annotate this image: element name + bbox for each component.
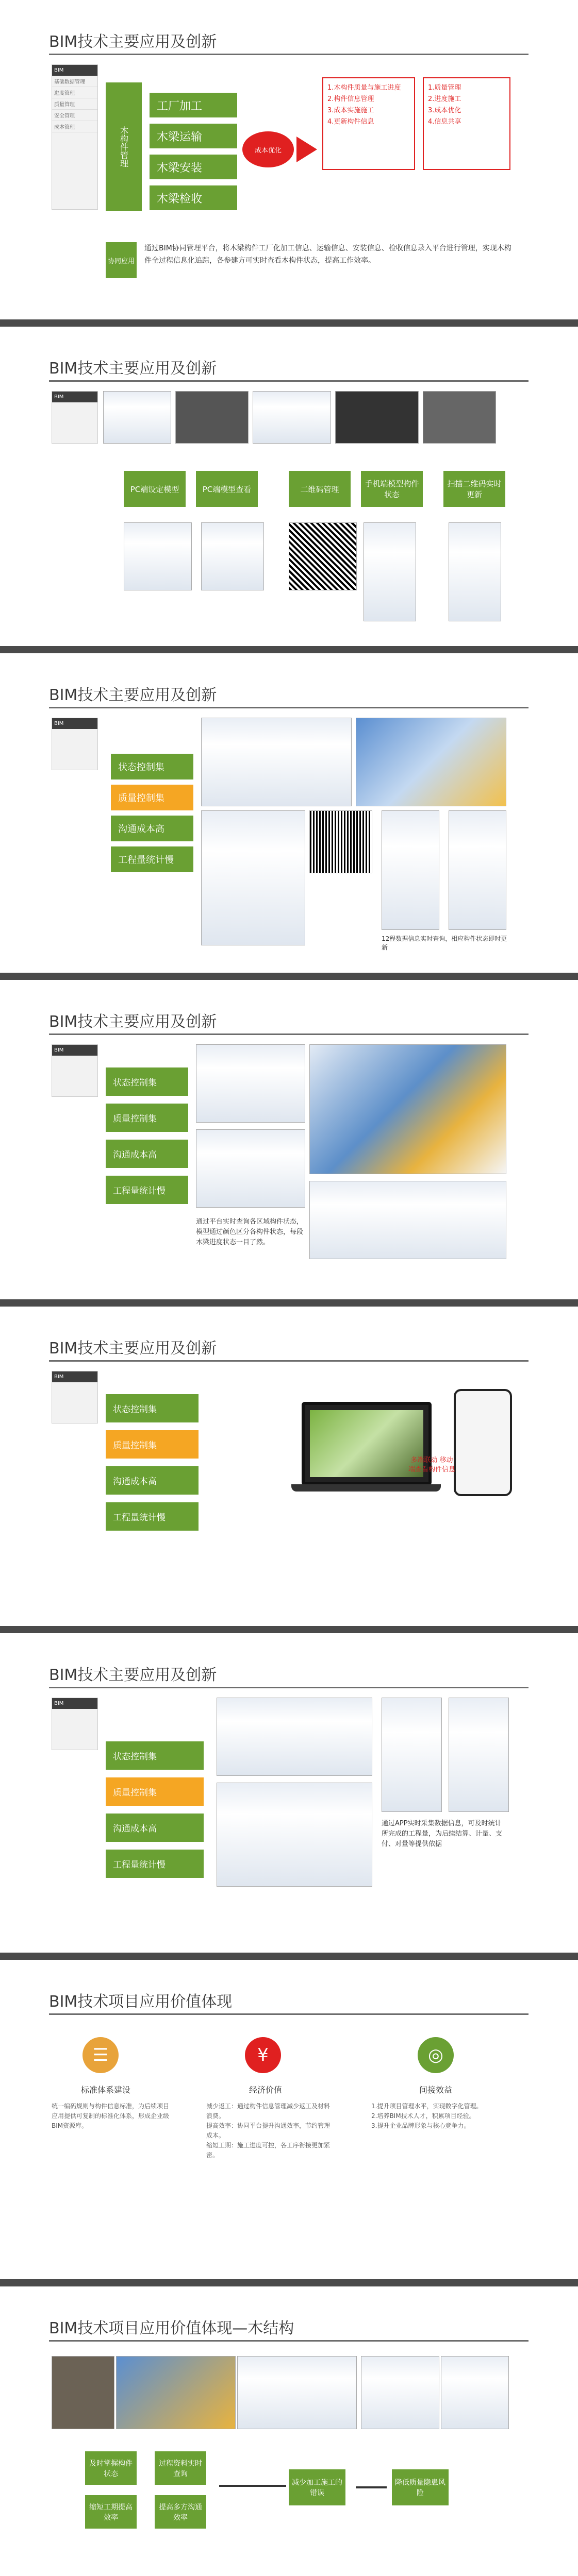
list-item: 4.更新构件信息 [327,118,374,126]
label-mobile: 手机端模型构件状态 [361,471,423,507]
screenshot [309,1044,506,1174]
description: 通过BIM协同管理平台，将木梁构件工厂化加工信息、运输信息、安装信息、检收信息录入平台进行管理，实现木构件全过程信息化追踪，各参建方可实时查看木构件状态，提高工作效率。 [144,244,511,265]
title-underline [49,2013,529,2015]
left-nav [52,64,98,210]
value-box: 及时掌握构件状态 [85,2451,137,2485]
phone-screenshot [382,1698,442,1812]
divider [0,319,578,327]
nav-head: BIM [52,1045,97,1056]
arrow-badge: 成本优化 [242,131,294,167]
menu-item: 状态控制集 [106,1741,204,1770]
section-title: BIM技术项目应用价值体现 [49,1993,233,2011]
left-nav [52,391,98,444]
value-box: 提高多方沟通效率 [155,2495,206,2529]
menu-item: 沟通成本高 [106,1814,204,1842]
col-text: 1.提升项目管理水平，实现数字化管理。 2.培养BIM技术人才，积累项目经验。 3.提升企业品牌形象与核心竞争力。 [371,2103,483,2129]
list-item: 1.质量管理 [428,84,461,92]
section-title: BIM技术主要应用及创新 [49,1340,217,1358]
screenshot [253,391,331,444]
screenshot [217,1783,372,1887]
slide-2 [0,327,578,646]
qr-code-icon [309,810,372,873]
photo [52,2356,114,2429]
title-underline [49,54,529,55]
section-title: BIM技术项目应用价值体现—木结构 [49,2319,294,2337]
title-underline [49,1687,529,1688]
menu-item: 工程量统计慢 [106,1176,188,1204]
nav-item: 安全管理 [52,110,97,121]
title-underline [49,1360,529,1362]
left-nav [52,1371,98,1423]
screenshot [364,522,416,621]
arrow-icon [219,2485,286,2487]
list-item: 2.构件信息管理 [327,95,374,103]
menu-item: 沟通成本高 [106,1140,188,1168]
slide-3 [0,653,578,973]
section-title: BIM技术主要应用及创新 [49,1013,217,1031]
center-label-box: 木构件管理 [106,82,142,211]
section-title: BIM技术主要应用及创新 [49,1666,217,1684]
phone-image [454,1389,512,1496]
phone-screenshot [449,1698,509,1812]
section-title: BIM技术主要应用及创新 [49,33,217,51]
money-icon: ¥ [245,2037,281,2073]
col-heading: 标准体系建设 [80,2085,130,2095]
nav-head: BIM [52,1698,97,1709]
laptop-base [291,1484,441,1492]
left-nav [52,1044,98,1097]
divider [0,1299,578,1307]
screenshot [335,391,419,444]
screenshot [356,718,506,806]
screenshot [441,2356,509,2429]
screenshot [196,1044,305,1123]
col-heading: 间接效益 [419,2085,452,2095]
divider [0,1953,578,1960]
list-item: 1.木构件质量与施工进度 [327,84,401,92]
slide-5 [0,1307,578,1626]
screenshot [124,522,192,590]
red-list-1 [322,77,415,170]
menu-item: 质量控制集 [111,785,193,810]
left-nav [52,1698,98,1750]
badge: 协同应用 [106,242,137,278]
menu-item: 工程量统计慢 [106,1850,204,1878]
nav-head: BIM [52,718,97,729]
slide-1 [0,0,578,319]
nav-item: 基础数据管理 [52,76,97,87]
arrow-icon [356,2486,387,2488]
screenshot [196,1129,305,1208]
menu-item: 质量控制集 [106,1430,199,1459]
screenshot [116,2356,236,2429]
red-arrow-icon [296,137,317,162]
menu-item: 状态控制集 [106,1067,188,1096]
nav-head: BIM [52,1371,97,1382]
screenshot [309,1181,506,1259]
list-item: 4.信息共享 [428,118,461,126]
nav-head: BIM [52,65,97,76]
value-box: 缩短工期提高效率 [85,2495,137,2529]
button-transport: 木梁运输 [150,124,237,148]
menu-item: 质量控制集 [106,1777,204,1806]
nav-item: 进度管理 [52,87,97,98]
screenshot [201,522,264,590]
section-title: BIM技术主要应用及创新 [49,360,217,378]
screenshot [201,718,352,806]
label-pc-view: PC端模型查看 [196,471,258,507]
label-scan: 扫描二维码实时更新 [443,471,505,507]
slide-8 [0,2286,578,2576]
button-inspect: 木梁检收 [150,185,237,210]
screenshot [217,1698,372,1776]
divider [0,646,578,653]
button-factory: 工厂加工 [150,93,237,117]
label-pc-setup: PC端设定模型 [124,471,186,507]
list-item: 3.成本实施施工 [327,107,374,114]
menu-item: 工程量统计慢 [106,1502,199,1531]
menu-item: 沟通成本高 [111,816,193,841]
col-text: 减少返工：通过构件信息管理减少返工及材料浪费。 提高效率：协同平台提升沟通效率，节约管理成本。 缩短工期：施工进度可控，各工序衔接更加紧密。 [206,2103,331,2159]
value-box: 降低质量隐患风险 [392,2469,449,2505]
title-underline [49,1033,529,1035]
list-item: 3.成本优化 [428,107,461,114]
menu-item: 质量控制集 [106,1104,188,1132]
button-install: 木梁安装 [150,155,237,179]
target-icon: ◎ [418,2037,454,2073]
value-box: 减少加工施工的错误 [289,2469,345,2505]
col-heading: 经济价值 [249,2085,282,2095]
col-text: 统一编码规则与构件信息标准，为后续项目应用提供可复制的标准化体系，形成企业级BIM资源库。 [52,2103,170,2129]
description: 通过平台实时查询各区域构件状态，模型通过颜色区分各构件状态，每段木梁进度状态一目了然。 [196,1218,304,1246]
screenshot [175,391,249,444]
screenshot [201,810,305,945]
slide-7 [0,1960,578,2279]
divider [0,2279,578,2286]
menu-item: 工程量统计慢 [111,846,193,872]
screenshot [423,391,496,444]
callout: 多端联动 移动端查看构件信息 [408,1456,455,1473]
value-box: 过程资料实时查询 [155,2451,206,2485]
title-underline [49,2340,529,2342]
screenshot [103,391,171,444]
screenshot [237,2356,357,2429]
label-qr: 二维码管理 [289,471,351,507]
screenshot [449,810,506,930]
caption: 12程数据信息实时查询，相应构件状态即时更新 [382,935,507,951]
nav-head: BIM [52,392,97,402]
nav-item: 成本管理 [52,121,97,132]
menu-item: 沟通成本高 [106,1466,199,1495]
menu-item: 状态控制集 [106,1394,199,1422]
screenshot [449,522,501,621]
list-item: 2.进度施工 [428,95,461,103]
qr-code-icon [289,522,357,590]
screenshot [361,2356,439,2429]
title-underline [49,707,529,708]
description: 通过APP实时采集数据信息，可及时统计所完成的工程量，为后续结算、计量、支付、对量等提供依据 [382,1820,503,1848]
left-nav [52,718,98,770]
slide-6 [0,1633,578,1953]
slide-4 [0,980,578,1299]
menu-item: 状态控制集 [111,754,193,779]
divider [0,973,578,980]
title-underline [49,380,529,382]
red-list-2 [423,77,510,170]
screenshot [382,810,439,930]
section-title: BIM技术主要应用及创新 [49,686,217,704]
database-icon: ☰ [82,2037,119,2073]
nav-item: 质量管理 [52,98,97,110]
divider [0,1626,578,1633]
